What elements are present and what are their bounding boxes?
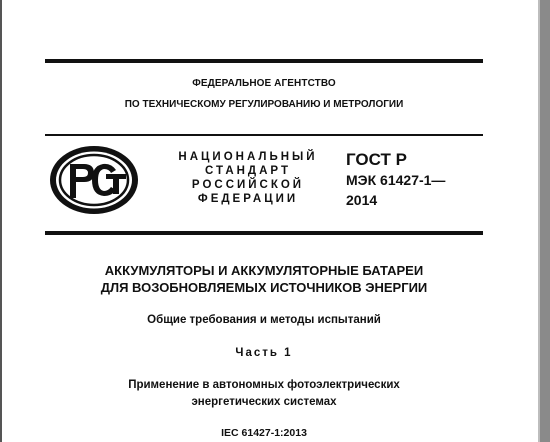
middle-rule xyxy=(45,134,483,136)
rst-logo-icon xyxy=(48,144,140,216)
bottom-rule xyxy=(45,231,483,235)
designation-line-2: МЭК 61427-1— xyxy=(346,172,446,188)
standard-designation xyxy=(346,150,445,210)
application-line-1: Применение в автономных фотоэлектрических xyxy=(128,379,400,391)
application-line-2: энергетических системах xyxy=(191,396,337,408)
standard-type-line: ФЕДЕРАЦИИ xyxy=(197,193,299,205)
agency-line-2: ПО ТЕХНИЧЕСКОМУ РЕГУЛИРОВАНИЮ И МЕТРОЛОГИИ xyxy=(124,99,404,110)
standard-type-line: РОССИЙСКОЙ xyxy=(191,179,305,191)
scrollbar-track[interactable] xyxy=(538,0,550,442)
standard-type-line: СТАНДАРТ xyxy=(205,165,291,177)
top-rule xyxy=(45,59,483,63)
document-title-line-1: АККУМУЛЯТОРЫ И АККУМУЛЯТОРНЫЕ БАТАРЕИ xyxy=(104,263,424,278)
designation-line-1: ГОСТ Р xyxy=(346,150,407,169)
standard-type-line: НАЦИОНАЛЬНЫЙ xyxy=(178,151,318,163)
document-title-line-2: ДЛЯ ВОЗОБНОВЛЯЕМЫХ ИСТОЧНИКОВ ЭНЕРГИИ xyxy=(100,280,428,295)
page-left-edge xyxy=(0,0,2,442)
part-number: Часть 1 xyxy=(235,347,293,359)
designation-line-3: 2014 xyxy=(346,192,378,208)
document-subtitle: Общие требования и методы испытаний xyxy=(147,314,381,326)
iec-reference: IEC 61427-1:2013 xyxy=(221,427,307,439)
agency-line-1: ФЕДЕРАЛЬНОЕ АГЕНТСТВО xyxy=(192,78,336,89)
standard-type-block xyxy=(168,150,328,206)
